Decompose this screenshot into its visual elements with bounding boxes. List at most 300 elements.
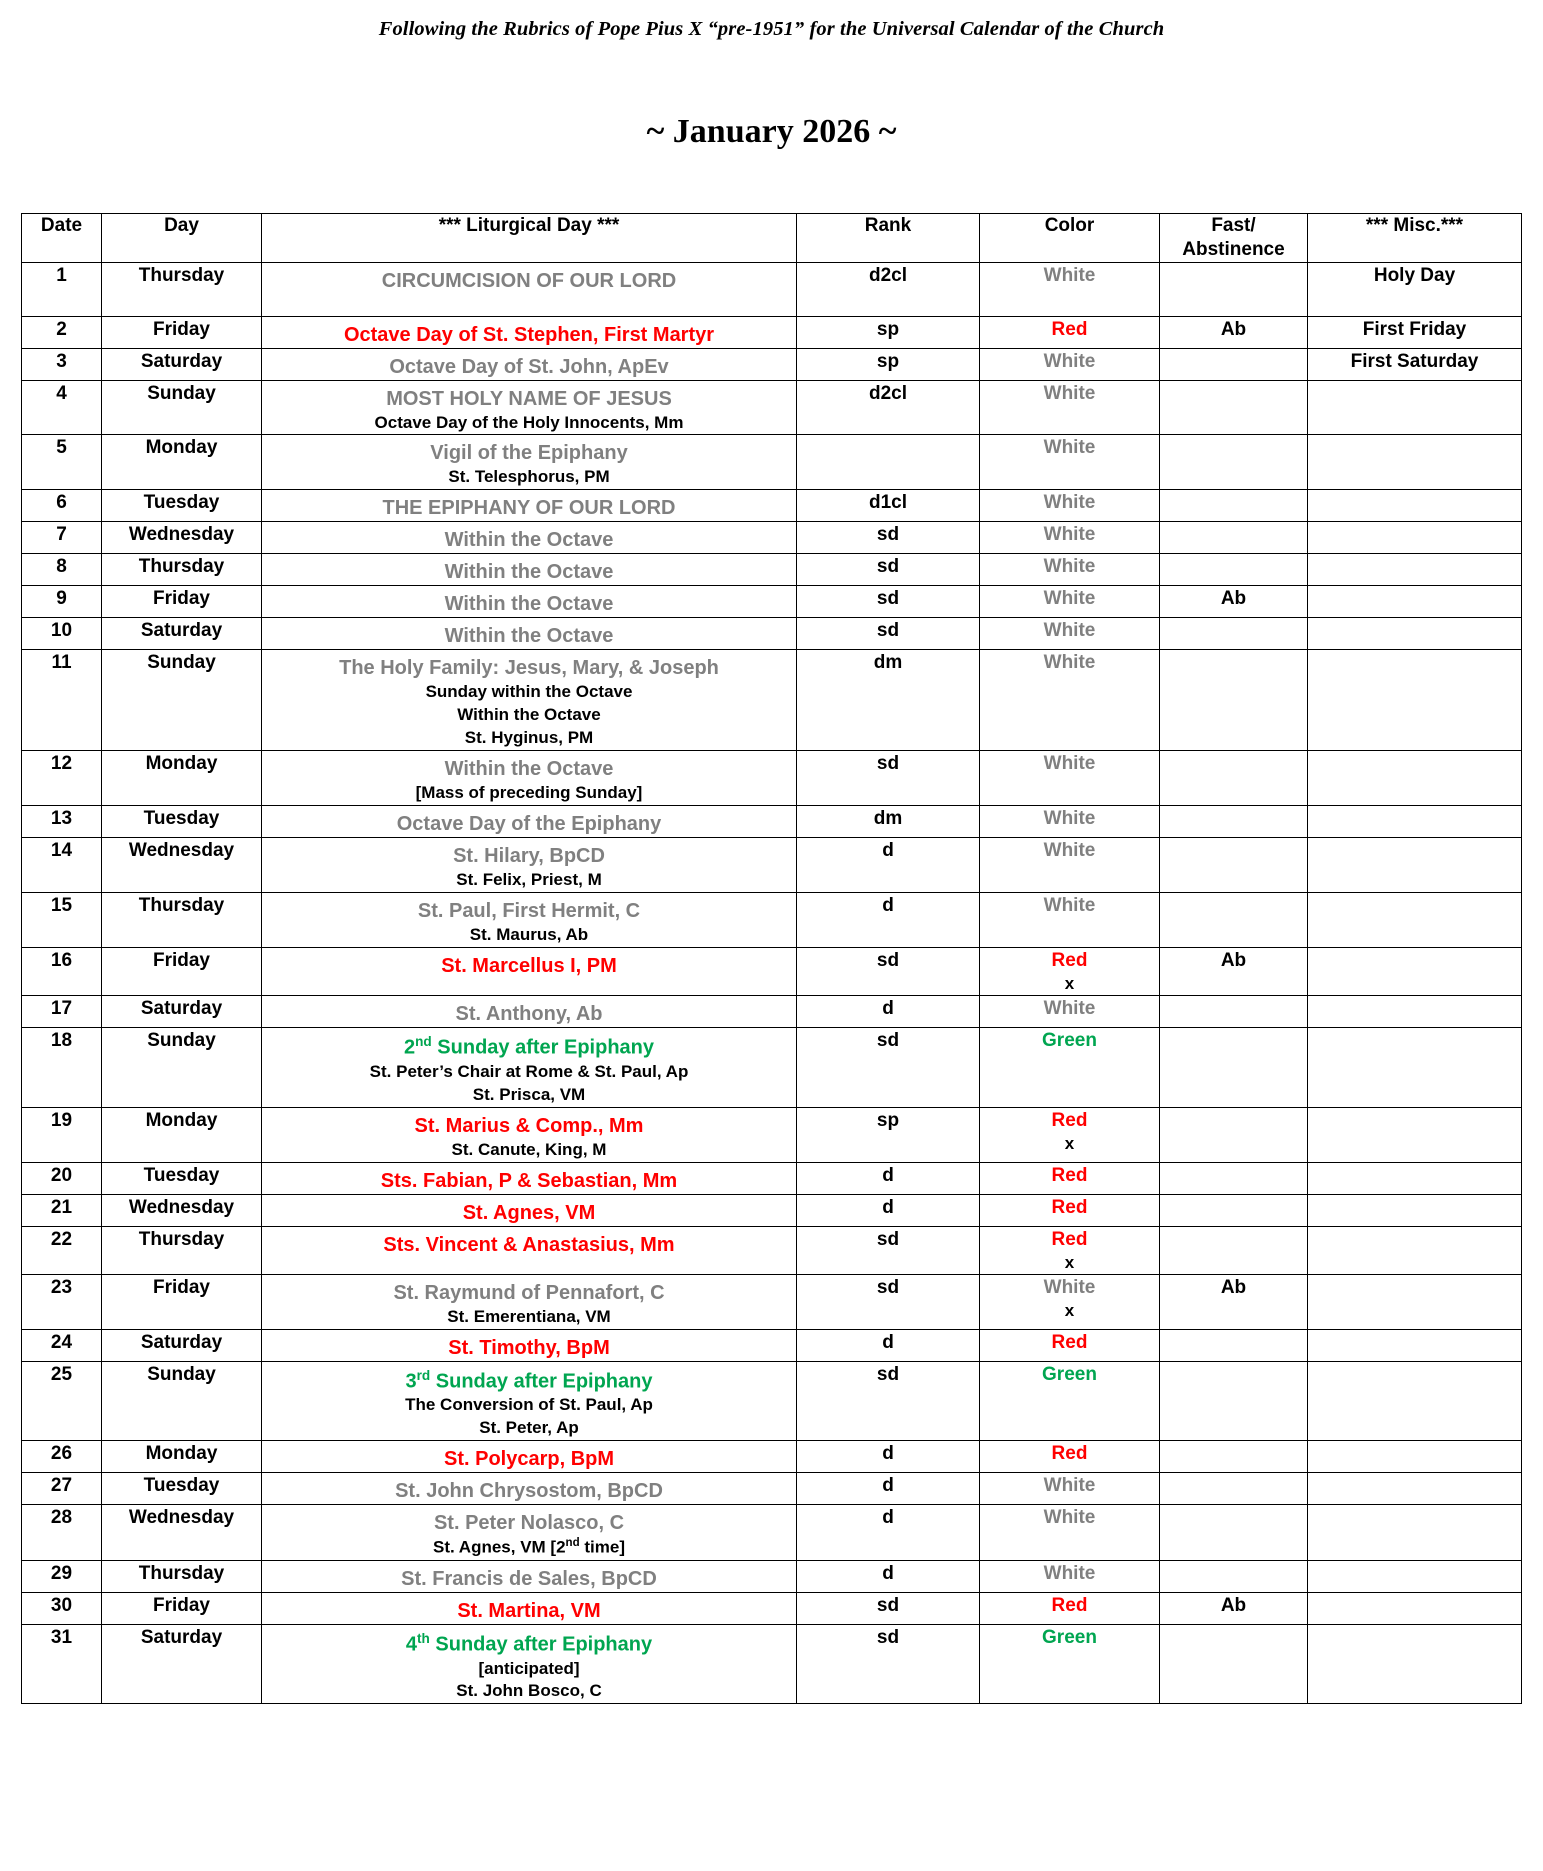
cell-misc [1308, 1194, 1522, 1226]
cell-misc [1308, 435, 1522, 490]
liturgical-day-primary: Sts. Fabian, P & Sebastian, Mm [380, 1169, 678, 1192]
vestment-color-label: White [1043, 753, 1096, 775]
cell-rank: sd [797, 522, 980, 554]
cell-fast-abstinence [1160, 1560, 1308, 1592]
cell-day: Tuesday [102, 1473, 262, 1505]
cell-color [980, 1226, 1160, 1274]
cell-fast-abstinence [1160, 1162, 1308, 1194]
liturgical-day-primary: St. Martina, VM [457, 1599, 601, 1622]
cell-rank: sd [797, 1624, 980, 1704]
cell-date: 21 [22, 1194, 102, 1226]
cell-date: 14 [22, 838, 102, 893]
cell-misc [1308, 751, 1522, 806]
vestment-color-label: White [1043, 1507, 1096, 1529]
table-row [22, 1107, 1522, 1162]
liturgical-day-primary: St. Marius & Comp., Mm [414, 1114, 644, 1137]
cell-day: Wednesday [102, 838, 262, 893]
cell-color [980, 586, 1160, 618]
cell-day: Thursday [102, 1226, 262, 1274]
table-row [22, 1441, 1522, 1473]
vestment-color-label: White [1043, 350, 1096, 372]
vestment-color-label: White [1043, 524, 1096, 546]
liturgical-day-commemoration: Within the Octave [457, 705, 601, 725]
liturgical-day-commemoration: St. Peter’s Chair at Rome & St. Paul, Ap [369, 1061, 689, 1081]
cell-rank: d [797, 1441, 980, 1473]
cell-rank: d [797, 1473, 980, 1505]
cell-fast-abstinence [1160, 893, 1308, 948]
cell-day: Wednesday [102, 1505, 262, 1561]
cell-fast-abstinence [1160, 554, 1308, 586]
liturgical-day-primary: St. Francis de Sales, BpCD [401, 1567, 657, 1590]
cell-rank: dm [797, 806, 980, 838]
cell-misc [1308, 1226, 1522, 1274]
commemoration-marker: x [1064, 974, 1075, 994]
cell-date: 2 [22, 316, 102, 348]
cell-misc [1308, 490, 1522, 522]
cell-color [980, 554, 1160, 586]
vestment-color-label: White [1043, 652, 1096, 674]
cell-liturgical-day [262, 1624, 797, 1704]
cell-date: 3 [22, 348, 102, 380]
cell-liturgical-day [262, 1361, 797, 1441]
column-header-color: Color [980, 214, 1160, 263]
vestment-color-label: Red [1051, 1109, 1088, 1131]
cell-liturgical-day [262, 262, 797, 316]
liturgical-day-primary: St. Peter Nolasco, C [433, 1512, 625, 1535]
cell-fast-abstinence [1160, 1107, 1308, 1162]
table-row [22, 348, 1522, 380]
cell-day: Monday [102, 1441, 262, 1473]
liturgical-day-primary: Vigil of the Epiphany [430, 442, 628, 465]
table-row [22, 1028, 1522, 1108]
cell-color [980, 490, 1160, 522]
liturgical-day-commemoration: Sunday within the Octave [425, 682, 633, 702]
cell-rank: sd [797, 1274, 980, 1329]
cell-fast-abstinence [1160, 1441, 1308, 1473]
cell-misc [1308, 996, 1522, 1028]
cell-fast-abstinence [1160, 490, 1308, 522]
liturgical-day-primary: THE EPIPHANY OF OUR LORD [382, 497, 676, 520]
liturgical-day-primary: St. Polycarp, BpM [443, 1448, 615, 1471]
cell-rank: d [797, 1194, 980, 1226]
vestment-color-label: Green [1042, 1030, 1097, 1052]
cell-liturgical-day [262, 1162, 797, 1194]
cell-liturgical-day [262, 838, 797, 893]
cell-fast-abstinence: Ab [1160, 586, 1308, 618]
liturgical-day-primary: Within the Octave [444, 593, 614, 616]
cell-day: Monday [102, 751, 262, 806]
liturgical-day-primary: Within the Octave [444, 758, 614, 781]
cell-fast-abstinence [1160, 1505, 1308, 1561]
cell-color [980, 838, 1160, 893]
cell-day: Wednesday [102, 1194, 262, 1226]
cell-day: Friday [102, 1592, 262, 1624]
cell-fast-abstinence [1160, 751, 1308, 806]
liturgical-day-primary: St. John Chrysostom, BpCD [395, 1480, 663, 1503]
cell-rank: sp [797, 316, 980, 348]
cell-day: Monday [102, 1107, 262, 1162]
table-row [22, 996, 1522, 1028]
cell-color [980, 1473, 1160, 1505]
cell-day: Tuesday [102, 806, 262, 838]
cell-fast-abstinence [1160, 262, 1308, 316]
cell-misc: First Friday [1308, 316, 1522, 348]
cell-rank: d2cl [797, 380, 980, 435]
vestment-color-label: White [1043, 588, 1096, 610]
vestment-color-label: Red [1051, 1331, 1088, 1353]
vestment-color-label: Red [1051, 1196, 1088, 1218]
cell-day: Friday [102, 1274, 262, 1329]
cell-liturgical-day [262, 522, 797, 554]
liturgical-day-primary: 4th Sunday after Epiphany [405, 1630, 653, 1656]
liturgical-day-primary: Within the Octave [444, 625, 614, 648]
table-row [22, 1162, 1522, 1194]
cell-misc [1308, 1560, 1522, 1592]
liturgical-day-primary: St. Timothy, BpM [448, 1336, 610, 1359]
cell-misc [1308, 650, 1522, 751]
table-row [22, 1274, 1522, 1329]
table-row [22, 1194, 1522, 1226]
table-row [22, 806, 1522, 838]
cell-day: Sunday [102, 650, 262, 751]
cell-fast-abstinence: Ab [1160, 316, 1308, 348]
cell-color [980, 262, 1160, 316]
cell-color [980, 435, 1160, 490]
vestment-color-label: Red [1051, 1228, 1088, 1250]
liturgical-day-primary: MOST HOLY NAME OF JESUS [386, 387, 672, 410]
liturgical-day-commemoration: [Mass of preceding Sunday] [415, 783, 643, 803]
cell-liturgical-day [262, 1226, 797, 1274]
cell-color [980, 1274, 1160, 1329]
cell-color [980, 1624, 1160, 1704]
cell-color [980, 1560, 1160, 1592]
cell-color [980, 522, 1160, 554]
table-row [22, 435, 1522, 490]
liturgical-day-primary: Sts. Vincent & Anastasius, Mm [383, 1233, 675, 1256]
cell-rank: sd [797, 948, 980, 996]
cell-misc [1308, 806, 1522, 838]
cell-date: 23 [22, 1274, 102, 1329]
cell-liturgical-day [262, 1505, 797, 1561]
liturgical-day-commemoration: Octave Day of the Holy Innocents, Mm [374, 412, 684, 432]
liturgical-day-primary: Within the Octave [444, 561, 614, 584]
vestment-color-label: White [1043, 840, 1096, 862]
vestment-color-label: White [1043, 1475, 1096, 1497]
cell-rank: sd [797, 1592, 980, 1624]
cell-rank: d [797, 838, 980, 893]
column-header-liturgical-day: *** Liturgical Day *** [262, 214, 797, 263]
cell-fast-abstinence [1160, 618, 1308, 650]
fast-header-line1: Fast/ [1211, 215, 1256, 236]
table-row [22, 618, 1522, 650]
liturgical-day-commemoration: St. Peter, Ap [479, 1418, 579, 1438]
liturgical-day-commemoration: St. Maurus, Ab [469, 925, 589, 945]
liturgical-day-primary: St. Paul, First Hermit, C [417, 900, 641, 923]
cell-day: Saturday [102, 618, 262, 650]
cell-fast-abstinence [1160, 1473, 1308, 1505]
cell-color [980, 806, 1160, 838]
cell-liturgical-day [262, 348, 797, 380]
cell-liturgical-day [262, 1329, 797, 1361]
vestment-color-label: White [1043, 895, 1096, 917]
cell-misc [1308, 554, 1522, 586]
cell-day: Tuesday [102, 1162, 262, 1194]
table-row [22, 490, 1522, 522]
cell-misc [1308, 838, 1522, 893]
cell-fast-abstinence [1160, 1361, 1308, 1441]
cell-color [980, 1107, 1160, 1162]
vestment-color-label: White [1043, 437, 1096, 459]
cell-day: Friday [102, 948, 262, 996]
cell-fast-abstinence: Ab [1160, 1592, 1308, 1624]
column-header-fast-abstinence [1160, 214, 1308, 263]
table-row [22, 838, 1522, 893]
commemoration-marker: x [1064, 1133, 1075, 1153]
cell-date: 24 [22, 1329, 102, 1361]
cell-rank: d [797, 1329, 980, 1361]
cell-misc [1308, 618, 1522, 650]
liturgical-day-primary: CIRCUMCISION OF OUR LORD [381, 269, 677, 292]
cell-fast-abstinence [1160, 522, 1308, 554]
liturgical-day-primary: St. Marcellus I, PM [441, 955, 617, 977]
column-header-date: Date [22, 214, 102, 263]
liturgical-day-primary: 3rd Sunday after Epiphany [405, 1367, 653, 1393]
cell-rank: d [797, 1162, 980, 1194]
vestment-color-label: Red [1051, 318, 1088, 340]
table-row [22, 1505, 1522, 1561]
cell-liturgical-day [262, 751, 797, 806]
cell-date: 20 [22, 1162, 102, 1194]
cell-liturgical-day [262, 1274, 797, 1329]
cell-liturgical-day [262, 618, 797, 650]
column-header-rank: Rank [797, 214, 980, 263]
cell-date: 8 [22, 554, 102, 586]
cell-date: 31 [22, 1624, 102, 1704]
liturgical-day-commemoration: St. Felix, Priest, M [456, 870, 602, 890]
cell-fast-abstinence [1160, 996, 1308, 1028]
cell-rank: d [797, 1505, 980, 1561]
vestment-color-label: White [1043, 1276, 1096, 1298]
rubric-subtitle: Following the Rubrics of Pope Pius X “pre-1951” for the Universal Calendar of the Church [378, 18, 1165, 40]
cell-rank: sd [797, 586, 980, 618]
cell-day: Sunday [102, 1028, 262, 1108]
cell-day: Tuesday [102, 490, 262, 522]
cell-liturgical-day [262, 893, 797, 948]
cell-misc [1308, 586, 1522, 618]
cell-fast-abstinence [1160, 838, 1308, 893]
cell-rank: sd [797, 1361, 980, 1441]
cell-rank: sp [797, 1107, 980, 1162]
cell-day: Thursday [102, 262, 262, 316]
cell-misc [1308, 1505, 1522, 1561]
cell-rank: sd [797, 618, 980, 650]
cell-color [980, 1441, 1160, 1473]
cell-rank: sd [797, 1226, 980, 1274]
cell-color [980, 1592, 1160, 1624]
cell-misc: First Saturday [1308, 348, 1522, 380]
cell-rank: sd [797, 1028, 980, 1108]
cell-date: 5 [22, 435, 102, 490]
fast-header-line2: Abstinence [1182, 238, 1285, 260]
table-row [22, 1361, 1522, 1441]
cell-rank: d [797, 1560, 980, 1592]
vestment-color-label: White [1043, 620, 1096, 642]
cell-liturgical-day [262, 1028, 797, 1108]
liturgical-day-commemoration: St. Prisca, VM [472, 1084, 586, 1104]
cell-day: Saturday [102, 1624, 262, 1704]
cell-liturgical-day [262, 1441, 797, 1473]
cell-fast-abstinence [1160, 1624, 1308, 1704]
cell-rank [797, 435, 980, 490]
cell-color [980, 316, 1160, 348]
table-row [22, 1473, 1522, 1505]
cell-color [980, 1505, 1160, 1561]
column-header-misc: *** Misc.*** [1308, 214, 1522, 263]
cell-day: Thursday [102, 893, 262, 948]
cell-liturgical-day [262, 316, 797, 348]
cell-liturgical-day [262, 1473, 797, 1505]
cell-misc [1308, 1441, 1522, 1473]
cell-misc [1308, 1107, 1522, 1162]
cell-liturgical-day [262, 650, 797, 751]
cell-rank: d1cl [797, 490, 980, 522]
cell-liturgical-day [262, 806, 797, 838]
cell-color [980, 751, 1160, 806]
cell-misc [1308, 1361, 1522, 1441]
cell-color [980, 1361, 1160, 1441]
cell-date: 9 [22, 586, 102, 618]
table-row [22, 1592, 1522, 1624]
cell-color [980, 348, 1160, 380]
cell-date: 15 [22, 893, 102, 948]
cell-misc [1308, 1162, 1522, 1194]
cell-rank: d2cl [797, 262, 980, 316]
vestment-color-label: White [1043, 808, 1096, 830]
cell-day: Saturday [102, 1329, 262, 1361]
cell-day: Friday [102, 316, 262, 348]
cell-fast-abstinence [1160, 1226, 1308, 1274]
cell-liturgical-day [262, 380, 797, 435]
cell-liturgical-day [262, 996, 797, 1028]
cell-color [980, 650, 1160, 751]
column-header-day: Day [102, 214, 262, 263]
table-row [22, 262, 1522, 316]
cell-date: 6 [22, 490, 102, 522]
vestment-color-label: Green [1042, 1363, 1097, 1385]
cell-date: 11 [22, 650, 102, 751]
cell-date: 17 [22, 996, 102, 1028]
cell-date: 25 [22, 1361, 102, 1441]
table-row [22, 554, 1522, 586]
liturgical-day-primary: St. Agnes, VM [462, 1201, 596, 1224]
table-row [22, 1226, 1522, 1274]
liturgical-day-primary: St. Hilary, BpCD [453, 845, 605, 868]
cell-date: 28 [22, 1505, 102, 1561]
cell-date: 19 [22, 1107, 102, 1162]
cell-color [980, 1162, 1160, 1194]
cell-rank: sd [797, 751, 980, 806]
cell-day: Friday [102, 586, 262, 618]
cell-fast-abstinence [1160, 1028, 1308, 1108]
liturgical-day-commemoration: [anticipated] [478, 1658, 580, 1678]
cell-misc [1308, 1329, 1522, 1361]
cell-misc [1308, 1028, 1522, 1108]
table-body [22, 262, 1522, 1704]
table-row [22, 1560, 1522, 1592]
cell-color [980, 948, 1160, 996]
cell-day: Sunday [102, 1361, 262, 1441]
table-row [22, 948, 1522, 996]
vestment-color-label: Red [1051, 1594, 1088, 1616]
cell-date: 1 [22, 262, 102, 316]
table-row [22, 650, 1522, 751]
cell-misc [1308, 1592, 1522, 1624]
cell-color [980, 1329, 1160, 1361]
cell-liturgical-day [262, 1592, 797, 1624]
cell-fast-abstinence [1160, 806, 1308, 838]
cell-misc [1308, 1473, 1522, 1505]
table-row [22, 1624, 1522, 1704]
cell-date: 4 [22, 380, 102, 435]
cell-liturgical-day [262, 554, 797, 586]
vestment-color-label: Green [1042, 1626, 1097, 1648]
cell-misc [1308, 522, 1522, 554]
table-row [22, 380, 1522, 435]
cell-liturgical-day [262, 586, 797, 618]
cell-date: 29 [22, 1560, 102, 1592]
cell-fast-abstinence: Ab [1160, 1274, 1308, 1329]
cell-day: Saturday [102, 996, 262, 1028]
vestment-color-label: White [1043, 382, 1096, 404]
liturgical-day-primary: 2nd Sunday after Epiphany [404, 1034, 654, 1059]
table-header-row [22, 214, 1522, 263]
liturgical-day-primary: The Holy Family: Jesus, Mary, & Joseph [339, 657, 719, 680]
table-row [22, 751, 1522, 806]
liturgical-day-primary: Octave Day of St. John, ApEv [389, 355, 669, 378]
commemoration-marker: x [1064, 1252, 1075, 1272]
cell-day: Thursday [102, 554, 262, 586]
cell-date: 18 [22, 1028, 102, 1108]
liturgical-day-commemoration: St. Emerentiana, VM [447, 1306, 611, 1326]
cell-liturgical-day [262, 435, 797, 490]
liturgical-day-primary: St. Raymund of Pennafort, C [393, 1281, 665, 1304]
cell-rank: d [797, 996, 980, 1028]
cell-misc [1308, 380, 1522, 435]
cell-date: 22 [22, 1226, 102, 1274]
cell-color [980, 1028, 1160, 1108]
cell-day: Sunday [102, 380, 262, 435]
liturgical-calendar-table [21, 213, 1522, 1704]
liturgical-day-commemoration: The Conversion of St. Paul, Ap [405, 1395, 653, 1415]
cell-color [980, 996, 1160, 1028]
vestment-color-label: White [1043, 556, 1096, 578]
table-row [22, 893, 1522, 948]
table-row [22, 1329, 1522, 1361]
table-row [22, 316, 1522, 348]
cell-fast-abstinence [1160, 348, 1308, 380]
cell-misc [1308, 893, 1522, 948]
vestment-color-label: White [1043, 492, 1096, 514]
page-title: ~ January 2026 ~ [646, 113, 897, 150]
liturgical-day-primary: Octave Day of the Epiphany [396, 813, 662, 836]
cell-liturgical-day [262, 1194, 797, 1226]
cell-date: 13 [22, 806, 102, 838]
cell-misc [1308, 1624, 1522, 1704]
cell-date: 30 [22, 1592, 102, 1624]
cell-day: Saturday [102, 348, 262, 380]
liturgical-day-commemoration: St. Hyginus, PM [464, 728, 594, 748]
cell-liturgical-day [262, 1107, 797, 1162]
